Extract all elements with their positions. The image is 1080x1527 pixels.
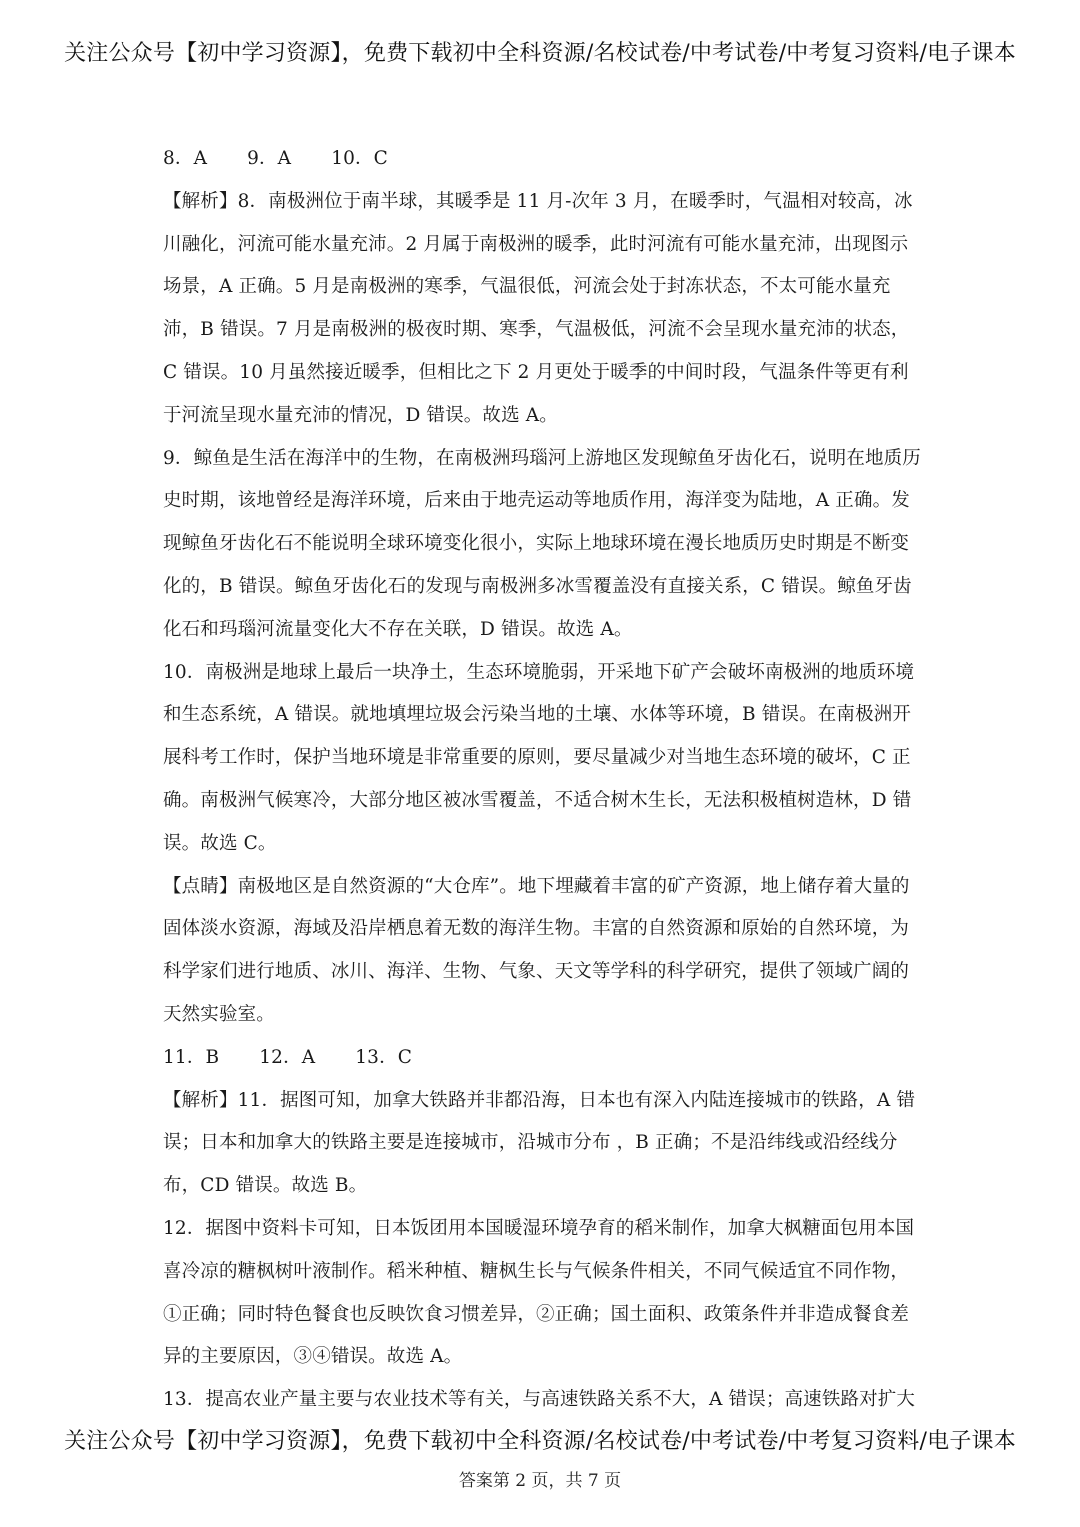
answer-10: 10．C [331,148,388,169]
answer-9: 9．A [247,148,292,169]
analysis-q8 [163,181,923,438]
highlight-tag: 【点睛】 [163,875,238,897]
highlight-note [163,866,923,1037]
answer-13: 13．C [355,1046,413,1068]
analysis-q11 [163,1080,923,1208]
answer-12: 12．A [259,1046,316,1068]
analysis-q9: 9．鲸鱼是生活在海洋中的生物，在南极洲玛瑙河上游地区发现鲸鱼牙齿化石，说明在地质历史时期，该地曾经是海洋环境，后来由于地壳运动等地质作用，海洋变为陆地，A 正确。发现鲸鱼牙齿化石不能说明全球环境变化很小，实际上地球环境在漫长地质历史时期是不断变化的，B 错误。鲸鱼牙齿化石的发现与南极洲多冰雪覆盖没有直接关系，C 错误。鲸鱼牙齿化石和玛瑙河流量变化大不存在关联，D 错误。故选 A。 [163,447,921,640]
highlight-text: 南极地区是自然资源的“大仓库”。地下埋藏着丰富的矿产资源，地上储存着大量的固体淡水资源，海域及沿岸栖息着无数的海洋生物。丰富的自然资源和原始的自然环境，为科学家们进行地质、冰川、海洋、生物、气象、天文等学科的科学研究，提供了领域广阔的天然实验室。 [163,875,910,1025]
answer-content [163,138,923,1422]
analysis-q10: 10．南极洲是地球上最后一块净土，生态环境脆弱，开采地下矿产会破坏南极洲的地质环境和生态系统，A 错误。就地填埋垃圾会污染当地的土壤、水体等环境，B 错误。在南极洲开展科考工作时，保护当地环境是非常重要的原则，要尽量减少对当地生态环境的破坏，C 正确。南极洲气候寒冷，大部分地区被冰雪覆盖，不适合树木生长，无法积极植树造林，D 错误。故选 C。 [163,661,915,854]
header-banner: 关注公众号【初中学习资源】，免费下载初中全科资源/名校试卷/中考试卷/中考复习资料/电子课本 [64,41,1016,66]
answer-11: 11．B [163,1046,220,1068]
footer-banner: 关注公众号【初中学习资源】，免费下载初中全科资源/名校试卷/中考试卷/中考复习资料/电子课本 [64,1429,1016,1454]
answer-key-11-13 [163,1037,923,1080]
page-number: 答案第 2 页，共 7 页 [458,1471,622,1491]
answer-key-8-10 [163,138,923,181]
analysis-q12: 12．据图中资料卡可知，日本饭团用本国暖湿环境孕育的稻米制作，加拿大枫糖面包用本国喜冷凉的糖枫树叶液制作。稻米种植、糖枫生长与气候条件相关，不同气候适宜不同作物，①正确；同时特色餐食也反映饮食习惯差异，②正确；国土面积、政策条件并非造成餐食差异的主要原因，③④错误。故选 A。 [163,1217,915,1368]
analysis-q11-text: 11．据图可知，加拿大铁路并非都沿海，日本也有深入内陆连接城市的铁路，A 错误；日本和加拿大的铁路主要是连接城市，沿城市分布 ，B 正确；不是沿纬线或沿经线分布，CD 错误。故选 B。 [163,1089,916,1197]
answer-8: 8．A [163,148,208,169]
analysis-q13: 13．提高农业产量主要与农业技术等有关，与高速铁路关系不大，A 错误；高速铁路对扩大 [163,1389,916,1411]
analysis-tag: 【解析】 [163,190,238,212]
analysis-q8-text: 8．南极洲位于南半球，其暖季是 11 月-次年 3 月，在暖季时，气温相对较高，冰川融化，河流可能水量充沛。2 月属于南极洲的暖季，此时河流有可能水量充沛，出现图示场景，A 正确。5 月是南极洲的寒季，气温很低，河流会处于封冻状态，不太可能水量充沛，B 错误。7 月是南极洲的极夜时期、寒季，气温极低，河流不会呈现水量充沛的状态，C 错误。10 月虽然接近暖季，但相比之下 2 月更处于暖季的中间时段，气温条件等更有利于河流呈现水量充沛的情况，D 错误。故选 A。 [163,190,913,426]
analysis-tag-2: 【解析】 [163,1089,238,1111]
